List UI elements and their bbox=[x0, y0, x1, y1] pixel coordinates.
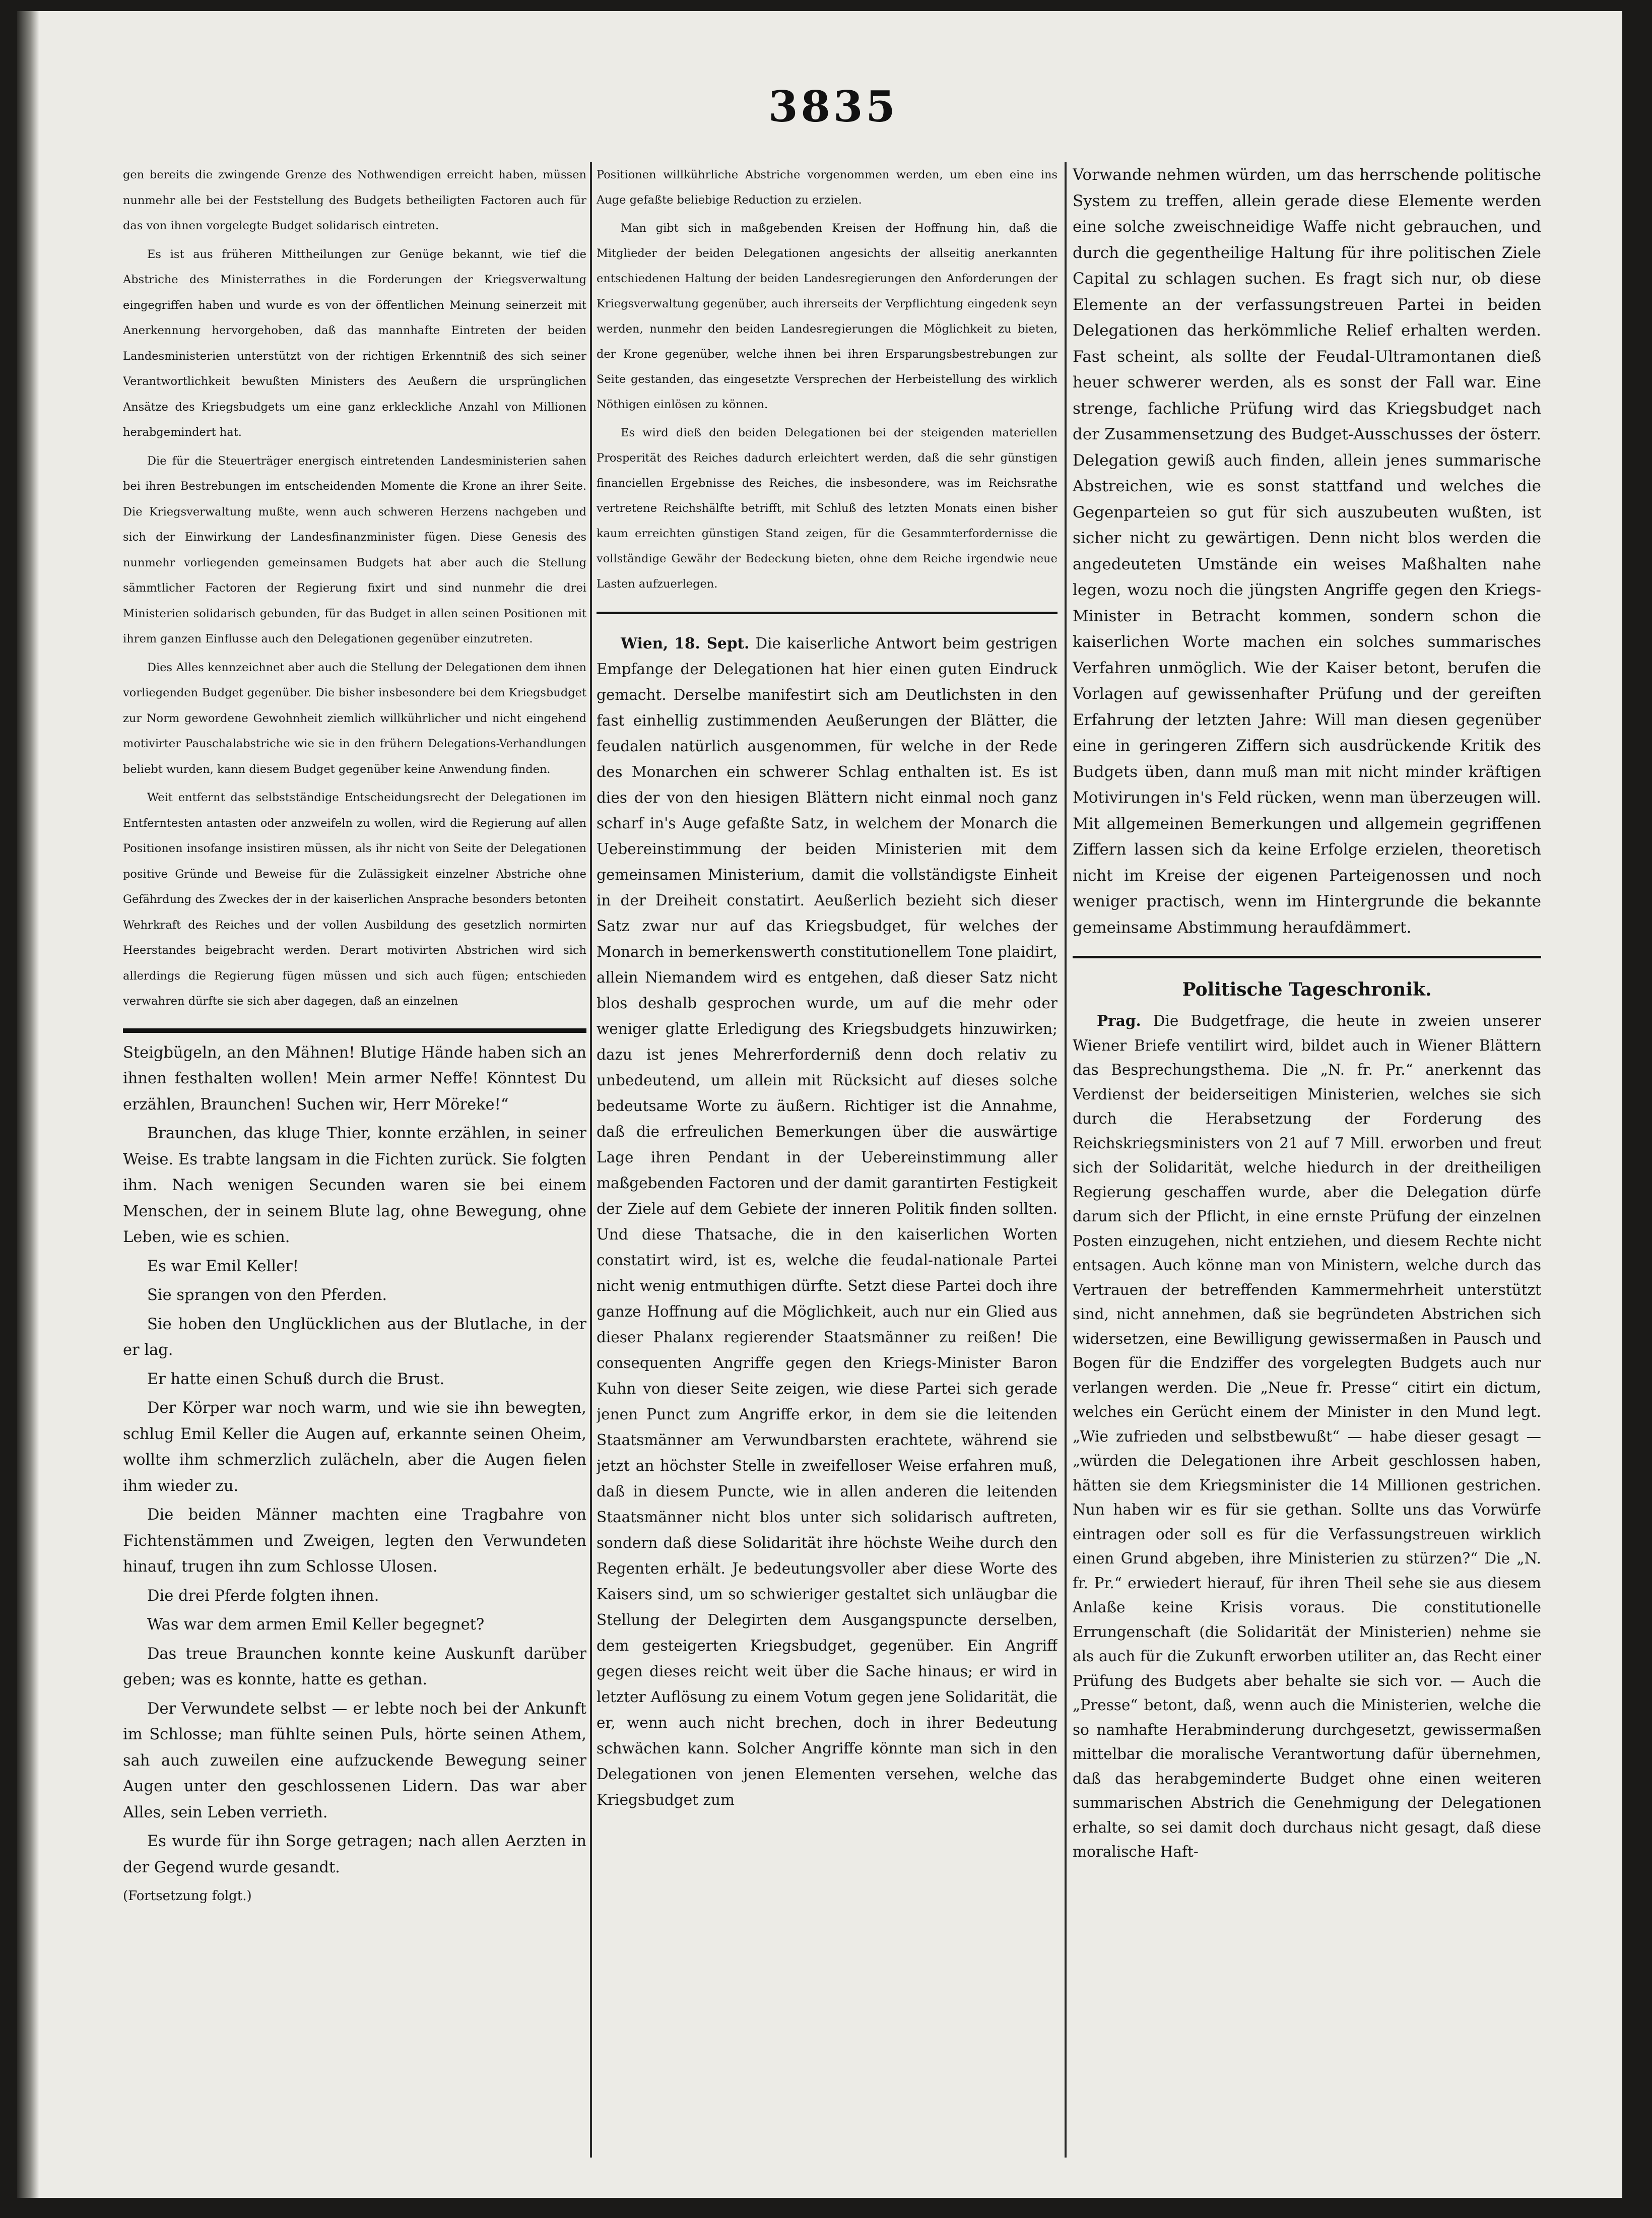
dateline-place: Prag. bbox=[1097, 1012, 1141, 1029]
paragraph: Die drei Pferde folgten ihnen. bbox=[147, 1587, 379, 1605]
paragraph: Steigbügeln, an den Mähnen! Blutige Hände haben sich an ihnen festhalten wollen! Mein armer Neffe! Könntest Du erzählen, Braunchen! Suchen wir, Herr Möreke!“ bbox=[123, 1043, 586, 1114]
leading-article-end bbox=[597, 162, 1058, 597]
column-divider-2 bbox=[1065, 162, 1067, 2158]
section-rule bbox=[1073, 956, 1541, 958]
section-heading: Politische Tageschronik. bbox=[1182, 979, 1432, 1000]
feuilleton-story bbox=[123, 1040, 586, 1910]
paragraph: Es wird dieß den beiden Delegationen bei der steigenden materiellen Prosperität des Reiches dadurch erleichtert werden, daß die sehr günstigen financiellen Ergebnisse des Reiches, die insbesondere, was im Reichsrathe vertretene Reichshälfte betrifft, mit Schluß des letzten Monats einen bisher kaum erreichten günstigen Stand zeigen, für die Gesammterfordernisse die vollständige Gewähr der Bedeckung bieten, ohne dem Reiche irgendwie neue Lasten aufzuerlegen. bbox=[597, 426, 1058, 591]
column-1 bbox=[123, 162, 586, 2107]
paragraph: Sie hoben den Unglücklichen aus der Blutlache, in der er lag. bbox=[123, 1315, 586, 1359]
section-rule bbox=[597, 612, 1058, 614]
page-number: 3835 bbox=[768, 82, 898, 132]
leading-article-continuation bbox=[123, 162, 586, 1014]
paragraph: Sie sprangen von den Pferden. bbox=[147, 1286, 387, 1304]
paragraph: Es war Emil Keller! bbox=[147, 1257, 299, 1275]
newspaper-page bbox=[17, 11, 1622, 2198]
paragraph: Er hatte einen Schuß durch die Brust. bbox=[147, 1370, 445, 1388]
paragraph: Vorwande nehmen würden, um das herrschende politische System zu treffen, allein gerade diese Elemente werden eine solche zweischneidige Waffe nicht gebrauchen, und durch die gegentheilige Haltung für ihre politischen Ziele Capital zu schlagen suchen. Es fragt sich nur, ob diese Elemente an der verfassungstreuen Partei in beiden Delegationen das herkömmliche Relief erhalten werden. Fast scheint, als sollte der Feudal-Ultramontanen dieß heuer schwerer werden, als es sonst der Fall war. Eine strenge, fachliche Prüfung wird das Kriegsbudget nach der Zusammensetzung des Budget-Ausschusses der österr. Delegation gewiß auch finden, allein jenes summarische Abstreichen, wie es sonst stattfand und welches die Gegenparteien so gut für sich auszubeuten wußten, ist sicher nicht zu gewärtigen. Denn nicht blos werden die angedeuteten Umstände ein weises Maßhalten nahe legen, wozu noch die jüngsten Angriffe gegen den Kriegs-Minister in Betracht kommen, sondern schon die kaiserlichen Worte machen ein solches summarisches Verfahren unmöglich. Wie der Kaiser betont, berufen die Vorlagen auf gewissenhafter Prüfung und der gereiften Erfahrung der letzten Jahre: Will man diesen gegenüber eine in geringeren Ziffern sich ausdrückende Kritik des Budgets üben, dann muß man mit nicht minder kräftigen Motivirungen in's Feld rücken, wenn man überzeugen will. Mit allgemeinen Bemerkungen und allgemein gegriffenen Ziffern lassen sich da keine Erfolge erzielen, theoretisch nicht im Kreise der eigenen Parteigenossen und noch weniger practisch, wenn im Hintergrunde die bekannte gemeinsame Abstimmung heraufdämmert. bbox=[1073, 166, 1541, 937]
paragraph: Die für die Steuerträger energisch eintretenden Landesministerien sahen bei ihren Bestrebungen im entscheidenden Momente die Krone an ihrer Seite. Die Kriegsverwaltung mußte, wenn auch schweren Herzens nachgeben und sich der Einwirkung der Landesfinanzminister fügen. Diese Genesis des nunmehr vorliegenden gemeinsamen Budgets hat aber auch die Stellung sämmtlicher Factoren der Regierung fixirt und sind nunmehr die drei Ministerien solidarisch gebunden, für das Budget in allen seinen Positionen mit ihrem ganzen Einflusse auch den Delegationen gegenüber einzutreten. bbox=[123, 454, 586, 645]
paragraph: Dies Alles kennzeichnet aber auch die Stellung der Delegationen dem ihnen vorliegenden Budget gegenüber. Die bisher insbesondere bei dem Kriegsbudget zur Norm gewordene Gewohnheit ziemlich willkührlicher und nicht eingehend motivirter Pauschalabstriche wie sie in den frühern Delegations-Verhandlungen beliebt wurden, kann diesem Budget gegenüber keine Anwendung finden. bbox=[123, 661, 586, 776]
dateline-date: 18. Sept. bbox=[674, 634, 750, 652]
continued-note: (Fortsetzung folgt.) bbox=[123, 1888, 252, 1904]
paragraph: Was war dem armen Emil Keller begegnet? bbox=[147, 1616, 485, 1634]
paragraph: Es wurde für ihn Sorge getragen; nach allen Aerzten in der Gegend wurde gesandt. bbox=[123, 1833, 586, 1876]
vienna-correspondence bbox=[597, 630, 1058, 1813]
paragraph: Der Verwundete selbst — er lebte noch bei der Ankunft im Schlosse; man fühlte seinen Puls, hörte seinen Athem, sah auch zuweilen eine aufzuckende Bewegung seiner Augen unter den geschlossenen Lidern. Das war aber Alles, sein Leben verrieth. bbox=[123, 1700, 586, 1821]
article-text: Die Budgetfrage, die heute in zweien unserer Wiener Briefe ventilirt wird, bildet auch in Wiener Blättern das Besprechungsthema. Die „N. fr. Pr.“ anerkennt das Verdienst der beiderseitigen Ministerien, welches sie sich durch die Herabsetzung der Forderung des Reichskriegsministers von 21 auf 7 Mill. erworben und freut sich der Solidarität, welche hiedurch in der dreitheiligen Regierung geschaffen wurde, aber die Delegation dürfe darum sich der Pflicht, in eine ernste Prüfung der einzelnen Posten einzugehen, nicht entziehen, und diesem Rechte nicht entsagen. Auch könne man von Ministern, welche durch das Vertrauen der betreffenden Kammermehrheit unterstützt sind, nicht annehmen, daß sie begründeten Abstrichen sich widersetzen, eine Bewilligung gewissermaßen in Pausch und Bogen für die Endziffer des vorgelegten Budgets auch nur verlangen werden. Die „Neue fr. Presse“ citirt ein dictum, welches ein Gerücht einem der Minister in den Mund legt. „Wie zufrieden und selbstbewußt“ — habe dieser gesagt — „würden die Delegationen ihre Arbeit geschlossen haben, hätten sie dem Kriegsminister die 14 Millionen gestrichen. Nun haben wir es für sie gethan. Sollte uns das Vorwürfe eintragen oder soll es für die Verfassungstreuen wirklich einen Grund abgeben, ihre Ministerien zu stürzen?“ Die „N. fr. Pr.“ erwiedert hierauf, für ihren Theil sehe sie aus diesem Anlaße keine Krisis voraus. Die constitutionelle Errungenschaft (die Solidarität der Ministerien) nehme sie als auch für die Zukunft erworben utiliter an, das Recht einer Prüfung des Budgets aber behalte sie sich vor. — Auch die „Presse“ betont, daß, wenn auch die Ministerien, welche die so namhafte Herabminderung durchgesetzt, gewissermaßen mittelbar die moralische Verantwortung dafür übernehmen, daß das herabgeminderte Budget ohne einen weiteren summarischen Abstrich die Genehmigung der Delegationen erhalte, so sei damit doch durchaus nicht gesagt, daß diese moralische Haft- bbox=[1073, 1012, 1541, 1860]
daily-chronicle bbox=[1073, 1009, 1541, 1864]
paragraph: Der Körper war noch warm, und wie sie ihn bewegten, schlug Emil Keller die Augen auf, erkannte seinen Oheim, wollte ihm schmerzlich zulächeln, aber die Augen fielen ihm wieder zu. bbox=[123, 1399, 586, 1495]
paragraph: Braunchen, das kluge Thier, konnte erzählen, in seiner Weise. Es trabte langsam in die Fichten zurück. Sie folgten ihm. Nach wenigen Secunden waren sie bei einem Menschen, der in seinem Blute lag, ohne Bewegung, ohne Leben, wie es schien. bbox=[123, 1125, 586, 1246]
binding-edge bbox=[17, 11, 39, 2198]
column-divider-1 bbox=[590, 162, 592, 2158]
feuilleton-rule bbox=[123, 1028, 586, 1033]
paragraph: Weit entfernt das selbstständige Entscheidungsrecht der Delegationen im Entferntesten antasten oder anzweifeln zu wollen, wird die Regierung auf allen Positionen insofange insistiren müssen, als ihr nicht von Seite der Delegationen positive Gründe und Beweise für die Zulässigkeit einzelner Abstriche ohne Gefährdung des Zweckes der in der kaiserlichen Ansprache besonders betonten Wehrkraft des Reiches und der vollen Ausbildung des gesetzlich normirten Heerstandes beigebracht werden. Derart motivirten Abstrichen wird sich allerdings die Regierung fügen müssen und sich auch fügen; entschieden verwahren dürfte sie sich aber dagegen, daß an einzelnen bbox=[123, 791, 586, 1008]
paragraph: Die beiden Männer machten eine Tragbahre von Fichtenstämmen und Zweigen, legten den Verwundeten hinauf, trugen ihn zum Schlosse Ulosen. bbox=[123, 1506, 586, 1576]
article-text: Die kaiserliche Antwort beim gestrigen Empfange der Delegationen hat hier einen guten Eindruck gemacht. Derselbe manifestirt sich am Deutlichsten in den fast einhellig zustimmenden Aeußerungen der Blätter, die feudalen natürlich ausgenommen, für welche in der Rede des Monarchen ein schwerer Schlag enthalten ist. Es ist dies der von den hiesigen Blättern nicht einmal noch ganz scharf in's Auge gefaßte Satz, in welchem der Monarch die Uebereinstimmung der beiden Ministerien mit dem gemeinsamen Ministerium, damit die vollständigste Einheit in der Dreiheit constatirt. Aeußerlich bezieht sich dieser Satz zwar nur auf das Kriegsbudget, für welches der Monarch in bemerkenswerth constitutionellem Tone plaidirt, allein Niemandem wird es entgehen, daß dieser Satz nicht blos deshalb gesprochen wurde, um auf die mehr oder weniger glatte Erledigung des Kriegsbudgets hinzuwirken; dazu ist jenes Mehrerforderniß denn doch relativ zu unbedeutend, um allein mit Rücksicht auf dieses solche bedeutsame Worte zu äußern. Richtiger ist die Annahme, daß die erfreulichen Bemerkungen über die auswärtige Lage ihren Pendant in der Uebereinstimmung aller maßgebenden Factoren und der damit garantirten Festigkeit der Ziele auf dem Gebiete der inneren Politik finden sollten. Und diese Thatsache, die in den kaiserlichen Worten constatirt wird, ist es, welche die feudal-nationale Partei nicht wenig entmuthigen dürfte. Setzt diese Partei doch ihre ganze Hoffnung auf die Möglichkeit, auch nur ein Glied aus dieser Phalanx regierender Staatsmänner zu reißen! Die consequenten Angriffe gegen den Kriegs-Minister Baron Kuhn von dieser Seite zeigen, wie diese Partei sich gerade jenen Punct zum Angriffe erkor, in dem sie die leitenden Staatsmänner am Verwundbarsten erachtete, während sie jetzt an höchster Stelle in zweifelloser Weise erfahren muß, daß in diesem Puncte, wie in allen anderen die leitenden Staatsmänner nicht blos unter sich solidarisch auftreten, sondern daß diese Solidarität ihre höchste Weihe durch den Regenten erhält. Je bedeutungsvoller aber diese Worte des Kaisers sind, um so schwieriger gestaltet sich unläugbar die Stellung der Delegirten dem Ausgangspuncte derselben, dem gesteigerten Kriegsbudget, gegenüber. Ein Angriff gegen dieses reicht weit über die Sache hinaus; er wird in letzter Auflösung zu einem Votum gegen jene Solidarität, die er, wenn auch nicht brechen, doch in ihrer Bedeutung schwächen kann. Solcher Angriffe könnte man sich in den Delegationen von jenen Elementen versehen, welche das Kriegsbudget zum bbox=[597, 635, 1058, 1808]
paragraph bbox=[597, 630, 1058, 1813]
paragraph: Es ist aus früheren Mittheilungen zur Genüge bekannt, wie tief die Abstriche des Ministerrathes in die Forderungen der Kriegsverwaltung eingegriffen haben und wurde es von der öffentlichen Meinung seinerzeit mit Anerkennung hervorgehoben, daß das mannhafte Eintreten der beiden Landesministerien unterstützt von der richtigen Erkenntniß des sich seiner Verantwortlichkeit bewußten Ministers des Aeußern die ursprünglichen Ansätze des Kriegsbudgets um eine ganz erkleckliche Anzahl von Millionen herabgemindert hat. bbox=[123, 247, 586, 439]
column-2 bbox=[597, 162, 1058, 2158]
paragraph bbox=[1073, 1009, 1541, 1864]
paragraph: gen bereits die zwingende Grenze des Nothwendigen erreicht haben, müssen nunmehr alle bei der Feststellung des Budgets betheiligten Factoren auch für das von ihnen vorgelegte Budget solidarisch eintreten. bbox=[123, 168, 586, 232]
paragraph: Das treue Braunchen konnte keine Auskunft darüber geben; was es konnte, hatte es gethan. bbox=[123, 1645, 586, 1688]
paragraph: Man gibt sich in maßgebenden Kreisen der Hoffnung hin, daß die Mitglieder der beiden Delegationen angesichts der allseitig anerkannten entschiedenen Haltung der beiden Landesregierungen den Anforderungen der Kriegsverwaltung gegenüber, auch ihrerseits der Verpflichtung eingedenk seyn werden, nunmehr den beiden Landesregierungen die Möglichkeit zu bieten, der Krone gegenüber, welche ihnen bei ihren Ersparungsbestrebungen zur Seite gestanden, das eingesetzte Versprechen der Herbeistellung des wirklich Nöthigen einlösen zu können. bbox=[597, 222, 1058, 411]
dateline-place: Wien, bbox=[621, 634, 669, 652]
vienna-correspondence-end bbox=[1073, 162, 1541, 941]
column-3 bbox=[1073, 162, 1541, 2158]
paragraph: Positionen willkührliche Abstriche vorgenommen werden, um eben eine ins Auge gefaßte beliebige Reduction zu erzielen. bbox=[597, 168, 1058, 207]
